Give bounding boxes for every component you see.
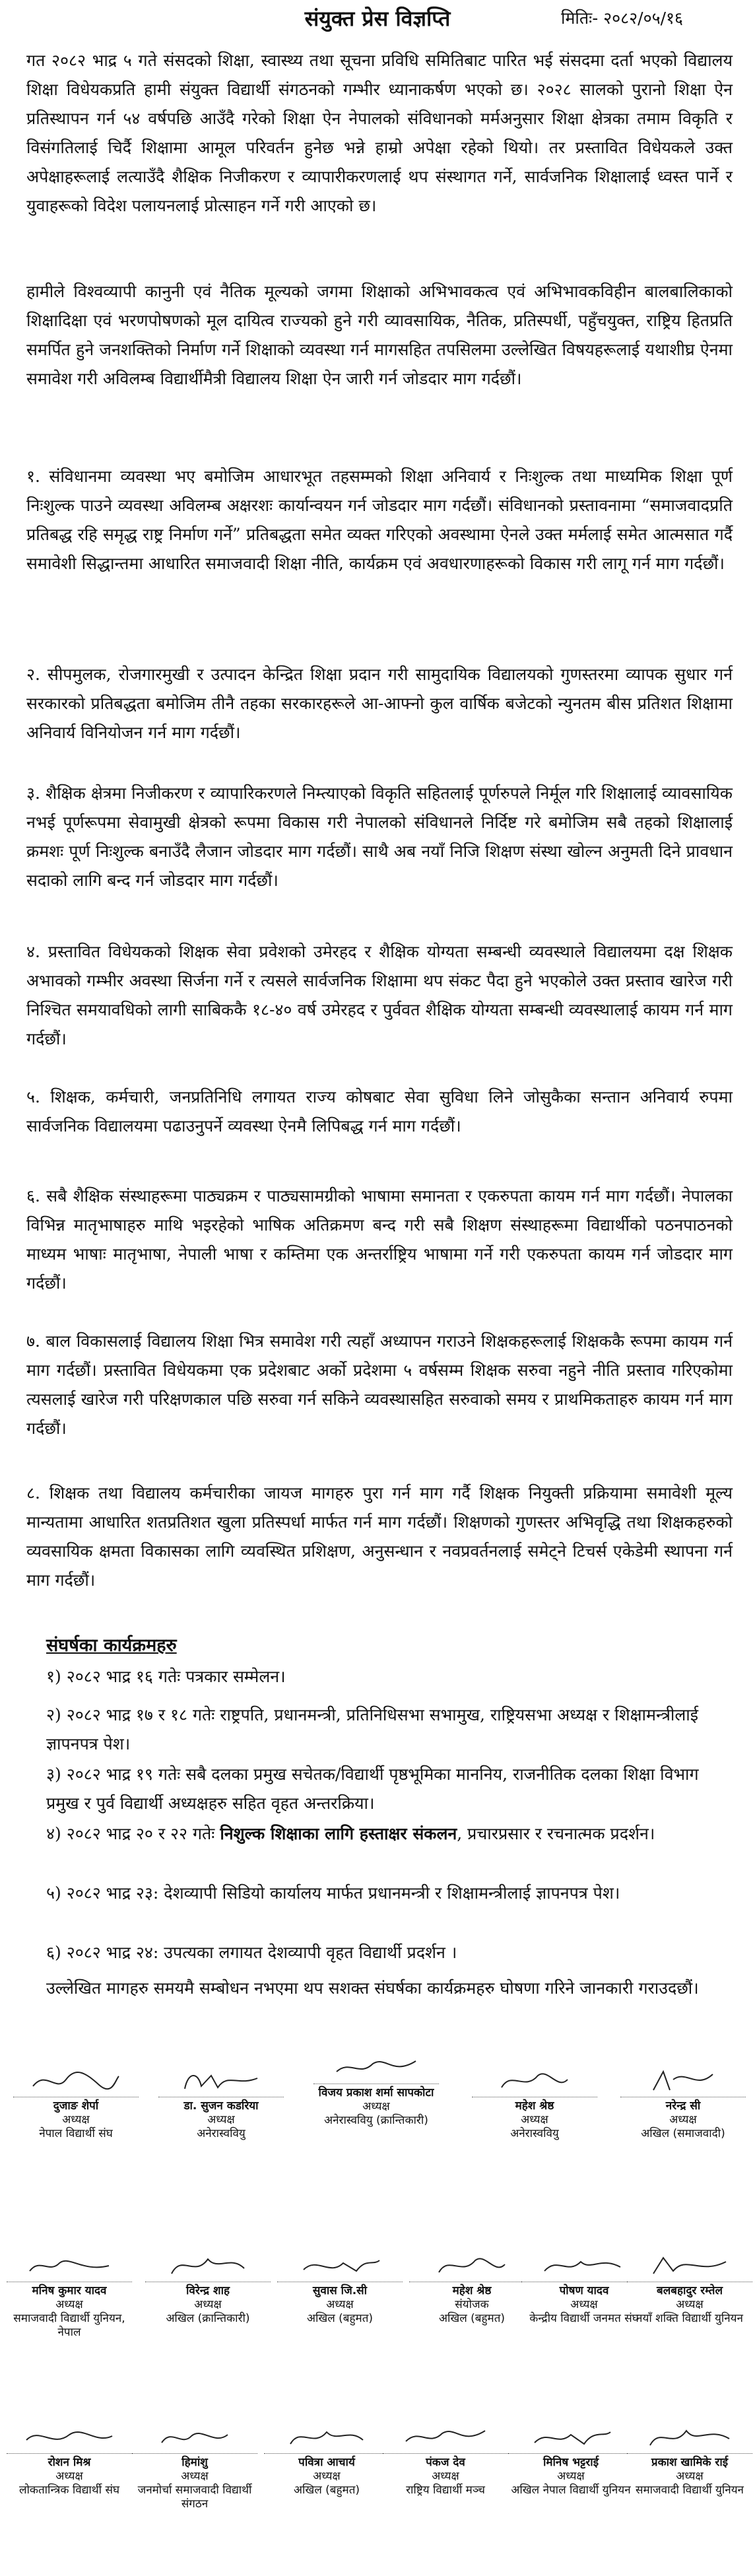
signatory-org: अखिल (बहुमत) (293, 2484, 360, 2497)
signatory-org: अनेरास्ववियु (510, 2127, 559, 2140)
signatory-position: अध्यक्ष (676, 2298, 704, 2311)
signatory-position: अध्यक्ष (669, 2113, 697, 2126)
signatory-17 (627, 2423, 752, 2497)
signature-4 (485, 2066, 584, 2095)
signatory-name: पोषण यादव (521, 2282, 647, 2298)
signatory-position: अध्यक्ष (362, 2100, 390, 2113)
signatory-org: लोकतान्त्रिक विद्यार्थी संघ (18, 2484, 120, 2497)
signatory-3 (313, 2053, 439, 2128)
signatory-4 (472, 2066, 597, 2141)
signatory-name: रोशन मिश्र (7, 2453, 132, 2470)
signatory-14 (264, 2423, 389, 2497)
program-item-2: २) २०८२ भाद्र १७ र १८ गतेः राष्ट्रपति, प्रधानमन्त्री, प्रतिनिधिसभा सभामुख, राष्ट्रियसभा अध्यक्ष र शिक्षामन्त्रीलाई ज्ञापनपत्र पेश। (46, 1705, 699, 1753)
signature-3 (327, 2053, 426, 2082)
signatory-position: अध्यक्ष (62, 2113, 90, 2126)
signatory-org: अनेरास्ववियु (197, 2127, 246, 2140)
signatory-position: अध्यक्ष (313, 2470, 341, 2483)
signatory-position: अध्यक्ष (194, 2298, 222, 2311)
signatory-name: मिनिष भट्टराई (508, 2453, 634, 2470)
signatory-6 (7, 2251, 132, 2340)
signature-12 (20, 2423, 119, 2452)
program-item-1: १) २०८२ भाद्र १६ गतेः पत्रकार सम्मेलन। (46, 1667, 286, 1686)
signature-13 (145, 2423, 244, 2452)
signatory-position: अध्यक्ष (557, 2470, 585, 2483)
signatory-org: अखिल (समाजवादी) (641, 2127, 725, 2140)
signatory-org: अखिल (बहुमत) (306, 2312, 374, 2325)
signatory-7 (145, 2251, 271, 2326)
demand-1: १. संविधानमा व्यवस्था भए बमोजिम आधारभूत तहसम्मको शिक्षा अनिवार्य र निःशुल्क तथा माध्यमिक शिक्षा पूर्ण निःशुल्क पाउने व्यवस्था अविलम्ब अक्षरशः कार्यान्वयन गर्न जोडदार माग गर्दछौं। संविधानको प्रस्तावनामा “समाजवादप्रति प्रतिबद्ध रहि समृद्ध राष्ट्र निर्माण गर्ने” प्रतिबद्धता समेत व्यक्त गरिएको अवस्थामा ऐनले उक्त मर्मलाई समेत आत्मसात गर्दै समावेशी सिद्धान्तमा आधारित समाजवादी शिक्षा नीति, कार्यक्रम एवं अवधारणाहरूको विकास गरी लागू गर्न माग गर्दछौं। (26, 467, 733, 573)
signatory-position: अध्यक्ष (326, 2298, 354, 2311)
signatory-org: अखिल नेपाल विद्यार्थी युनियन (511, 2484, 631, 2497)
demand-5: ५. शिक्षक, कर्मचारी, जनप्रतिनिधि लगायत राज्य कोषबाट सेवा सुविधा लिने जोसुकैका सन्तान अनिवार्य रुपमा सार्वजनिक विद्यालयमा पढाउनुपर्ने व्यवस्था ऐनमै लिपिबद्ध गर्न माग गर्दछौं। (26, 1087, 733, 1135)
program-item-4 (46, 1819, 726, 1848)
signatory-name: मनिष कुमार यादव (7, 2282, 132, 2298)
signatory-position: अध्यक्ष (55, 2298, 83, 2311)
signatory-org: नयाँ शक्ति विद्यार्थी युनियन (636, 2312, 743, 2325)
signature-8 (290, 2251, 389, 2280)
signatory-name: विरेन्द्र शाह (145, 2282, 271, 2298)
signatory-org: समाजवादी विद्यार्थी युनियन, नेपाल (13, 2312, 125, 2339)
signature-15 (396, 2423, 495, 2452)
intro-paragraph: गत २०८२ भाद्र ५ गते संसदको शिक्षा, स्वास्थ्य तथा सूचना प्रविधि समितिबाट पारित भई संसदमा दर्ता भएको विद्यालय शिक्षा विधेयकप्रति हामी संयुक्त विद्यार्थी संगठनको गम्भीर ध्यानाकर्षण भएको छ। २०२८ सालको पुरानो शिक्षा ऐन प्रतिस्थापन गर्न ५४ वर्षपछि आउँदै गरेको शिक्षा ऐन नेपालको संविधानको मर्मअनुसार शिक्षा क्षेत्रका तमाम विकृति र विसंगतिलाई चिर्दै शिक्षामा आमूल परिवर्तन हुनेछ भन्ने हाम्रो अपेक्षा रहेको थियो। तर प्रस्तावित विधेयकले उक्त अपेक्षाहरूलाई लत्याउँदै शैक्षिक निजीकरण र व्यापारीकरणलाई थप संस्थागत गर्ने, सार्वजनिक शिक्षालाई ध्वस्त पार्ने र युवाहरूको विदेश पलायनलाई प्रोत्साहन गर्ने गरी आएको छ। (26, 51, 733, 215)
signatory-5 (620, 2066, 746, 2141)
signatory-org: अखिल (क्रान्तिकारी) (166, 2312, 250, 2325)
signatory-16 (508, 2423, 634, 2497)
signature-1 (26, 2066, 125, 2095)
signatory-name: नरेन्द्र सी (620, 2097, 746, 2113)
signature-11 (640, 2251, 739, 2280)
program-item-6: ६) २०८२ भाद्र २४: उपत्यका लगायत देशव्यापी वृहत विद्यार्थी प्रदर्शन । (46, 1943, 457, 1962)
demand-4: ४. प्रस्तावित विधेयकको शिक्षक सेवा प्रवेशको उमेरहद र शैक्षिक योग्यता सम्बन्धी व्यवस्थाले विद्यालयमा दक्ष शिक्षक अभावको गम्भीर अवस्था सिर्जना गर्ने र त्यसले सार्वजनिक शिक्षामा थप संकट पैदा हुने भएकोले उक्त प्रस्ताव खारेज गरी निश्चित समयावधिको लागी साबिककै १८-४० वर्ष उमेरहद र पुर्ववत शैक्षिक योग्यता सम्बन्धी व्यवस्थालाई कायम गर्न माग गर्दछौं। (26, 942, 733, 1048)
signatory-name: डा. सुजन कडरिया (158, 2097, 284, 2113)
programs-heading: संघर्षका कार्यक्रमहरु (46, 1635, 177, 1656)
signatory-name: विजय प्रकाश शर्मा सापकोटा (313, 2084, 439, 2100)
closing-paragraph: उल्लेखित मागहरु समयमै सम्बोधन नभएमा थप सशक्त संघर्षका कार्यक्रमहरु घोषणा गरिने जानकारी गराउदछौं। (46, 1979, 699, 1998)
signatory-org: नेपाल विद्यार्थी संघ (39, 2127, 113, 2140)
document-date: मितिः- २०८२/०५/१६ (561, 9, 684, 28)
signatory-13 (132, 2423, 257, 2511)
signatory-position: अध्यक्ष (181, 2470, 209, 2483)
demand-7: ७. बाल विकासलाई विद्यालय शिक्षा भित्र समावेश गरी त्यहाँ अध्यापन गराउने शिक्षकहरूलाई शिक्षककै रूपमा कायम गर्न माग गर्दछौं। प्रस्तावित विधेयकमा एक प्रदेशबाट अर्को प्रदेशमा ५ वर्षसम्म शिक्षक सरुवा नहुने नीति प्रस्ताव गरिएकोमा त्यसलाई खारेज गरी परिक्षणकाल पछि सरुवा गर्न सकिने व्यवस्थासहित सरुवाको समय र प्राथमिकताहरु कायम गर्न माग गर्दछौं। (26, 1332, 733, 1438)
signatory-1 (13, 2066, 139, 2141)
program-item-3: ३) २०८२ भाद्र १९ गतेः सबै दलका प्रमुख सचेतक/विद्यार्थी पृष्ठभूमिका माननिय, राजनीतिक दलका शिक्षा विभाग प्रमुख र पुर्व विद्यार्थी अध्यक्षहरु सहित वृहत अन्तरक्रिया। (46, 1765, 699, 1813)
signatory-2 (158, 2066, 284, 2141)
signature-14 (277, 2423, 376, 2452)
signatory-position: संयोजक (455, 2298, 489, 2311)
document-title: संयुक्त प्रेस विज्ञप्ति (304, 6, 451, 31)
demand-3: ३. शैक्षिक क्षेत्रमा निजीकरण र व्यापारिकरणले निम्त्याएको विकृति सहितलाई पूर्णरुपले निर्मूल गरि शिक्षालाई व्यावसायिक नभई पूर्णरूपमा सेवामुखी क्षेत्रको रूपमा विकास गरी नेपालको संविधानले निर्दिष्ट गरे बमोजिम सबै तहको शिक्षालाई क्रमशः पूर्ण निःशुल्क बनाउँदै लैजान जोडदार माग गर्दछौं। साथै अब नयाँ निजि शिक्षण संस्था खोल्न अनुमती दिने प्रावधान सदाको लागि बन्द गर्न जोडदार माग गर्दछौं। (26, 784, 733, 890)
signatory-15 (383, 2423, 508, 2497)
signatory-name: महेश श्रेष्ठ (472, 2097, 597, 2113)
signatory-name: सुवास जि.सी (277, 2282, 403, 2298)
program-item-4-emphasis: निशुल्क शिक्षाका लागि हस्ताक्षर संकलन (220, 1824, 457, 1843)
signatory-position: अध्यक्ष (207, 2113, 235, 2126)
demand-6: ६. सबै शैक्षिक संस्थाहरूमा पाठ्यक्रम र पाठ्यसामग्रीको भाषामा समानता र एकरुपता कायम गर्न माग गर्दछौं। नेपालका विभिन्न मातृभाषाहरु माथि भइरहेको भाषिक अतिक्रमण बन्द गरी सबै शिक्षण संस्थाहरूमा विद्यार्थीको पठनपाठनको माध्यम भाषाः मातृभाषा, नेपाली भाषा र कम्तिमा एक अन्तर्राष्ट्रिय भाषामा गर्ने गरी एकरुपता कायम गर्न जोडदार माग गर्दछौं। (26, 1186, 733, 1293)
signature-2 (172, 2066, 271, 2095)
demand-2: २. सीपमुलक, रोजगारमुखी र उत्पादन केन्द्रित शिक्षा प्रदान गरी सामुदायिक विद्यालयको गुणस्तरमा व्यापक सुधार गर्न सरकारको प्रतिबद्धता बमोजिम तीनै तहका सरकारहरूले आ-आफ्नो कुल वार्षिक बजेटको न्युनतम बीस प्रतिशत शिक्षामा अनिवार्य विनियोजन गर्न माग गर्दछौं। (26, 665, 733, 742)
signatory-name: पंकज देव (383, 2453, 508, 2470)
signatory-org: राष्ट्रिय विद्यार्थी मञ्च (406, 2484, 485, 2497)
signatory-name: हिमांशु (132, 2453, 257, 2470)
signatory-org: केन्द्रीय विद्यार्थी जनमत संघ (529, 2312, 639, 2325)
signatory-position: अध्यक्ष (676, 2470, 704, 2483)
signatory-9 (409, 2251, 535, 2326)
signature-17 (640, 2423, 739, 2452)
demand-8: ८. शिक्षक तथा विद्यालय कर्मचारीका जायज मागहरु पुरा गर्न माग गर्दै शिक्षक नियुक्ती प्रक्रियामा समावेशी मूल्य मान्यतामा आधारित शतप्रतिशत खुला प्रतिस्पर्धा मार्फत गर्न माग गर्दछौं। शिक्षणको गुणस्तर अभिवृद्धि तथा शिक्षकहरुको व्यवसायिक क्षमता विकासका लागि व्यवस्थित प्रशिक्षण, अनुसन्धान र नवप्रवर्तनलाई समेट्ने टिचर्स एकेडेमी स्थापना गर्न माग गर्दछौं। (26, 1483, 733, 1590)
signatory-position: अध्यक्ष (432, 2470, 459, 2483)
signatory-position: अध्यक्ष (570, 2298, 598, 2311)
signatory-position: अध्यक्ष (55, 2470, 83, 2483)
signature-7 (158, 2251, 257, 2280)
signature-10 (535, 2251, 634, 2280)
signatory-name: प्रकाश खामिके राई (627, 2453, 752, 2470)
signatory-name: दुजाङ शेर्पा (13, 2097, 139, 2113)
signatory-12 (7, 2423, 132, 2497)
signatory-org: समाजवादी विद्यार्थी युनियन (636, 2484, 744, 2497)
signatory-org: जनमोर्चा समाजवादी विद्यार्थी संगठन (137, 2484, 252, 2511)
demand-intro-paragraph: हामीले विश्वव्यापी कानुनी एवं नैतिक मूल्यको जगमा शिक्षाको अभिभावकत्व एवं अभिभावकविहीन बालबालिकाको शिक्षादिक्षा एवं भरणपोषणको मूल दायित्व राज्यको हुने गरी व्यावसायिक, नैतिक, प्रतिस्पर्धी, पहुँचयुक्त, राष्ट्रिय हितप्रति समर्पित हुने जनशक्तिको निर्माण गर्ने शिक्षाको व्यवस्था गर्न मागसहित तपसिलमा उल्लेखित विषयहरूलाई यथाशीघ्र ऐनमा समावेश गरी अविलम्ब विद्यार्थीमैत्री विद्यालय शिक्षा ऐन जारी गर्न जोडदार माग गर्दछौं। (26, 282, 733, 388)
signature-6 (20, 2251, 119, 2280)
signatory-name: महेश श्रेष्ठ (409, 2282, 535, 2298)
signatory-8 (277, 2251, 403, 2326)
program-item-4-text: ४) २०८२ भाद्र २० र २२ गतेः निशुल्क शिक्षाका लागि हस्ताक्षर संकलन, प्रचारप्रसार र रचनात्मक प्रदर्शन। (46, 1824, 655, 1843)
program-item-5: ५) २०८२ भाद्र २३: देशव्यापी सिडियो कार्यालय मार्फत प्रधानमन्त्री र शिक्षामन्त्रीलाई ज्ञापनपत्र पेश। (46, 1883, 620, 1903)
signatory-name: पवित्रा आचार्य (264, 2453, 389, 2470)
signatory-11 (627, 2251, 752, 2326)
signatory-position: अध्यक्ष (521, 2113, 548, 2126)
signatory-name: बलबहादुर रम्तेल (627, 2282, 752, 2298)
signature-16 (521, 2423, 620, 2452)
signature-5 (634, 2066, 733, 2095)
signature-9 (422, 2251, 521, 2280)
signatory-org: अनेरास्ववियु (क्रान्तिकारी) (324, 2114, 428, 2127)
signatory-org: अखिल (बहुमत) (438, 2312, 506, 2325)
